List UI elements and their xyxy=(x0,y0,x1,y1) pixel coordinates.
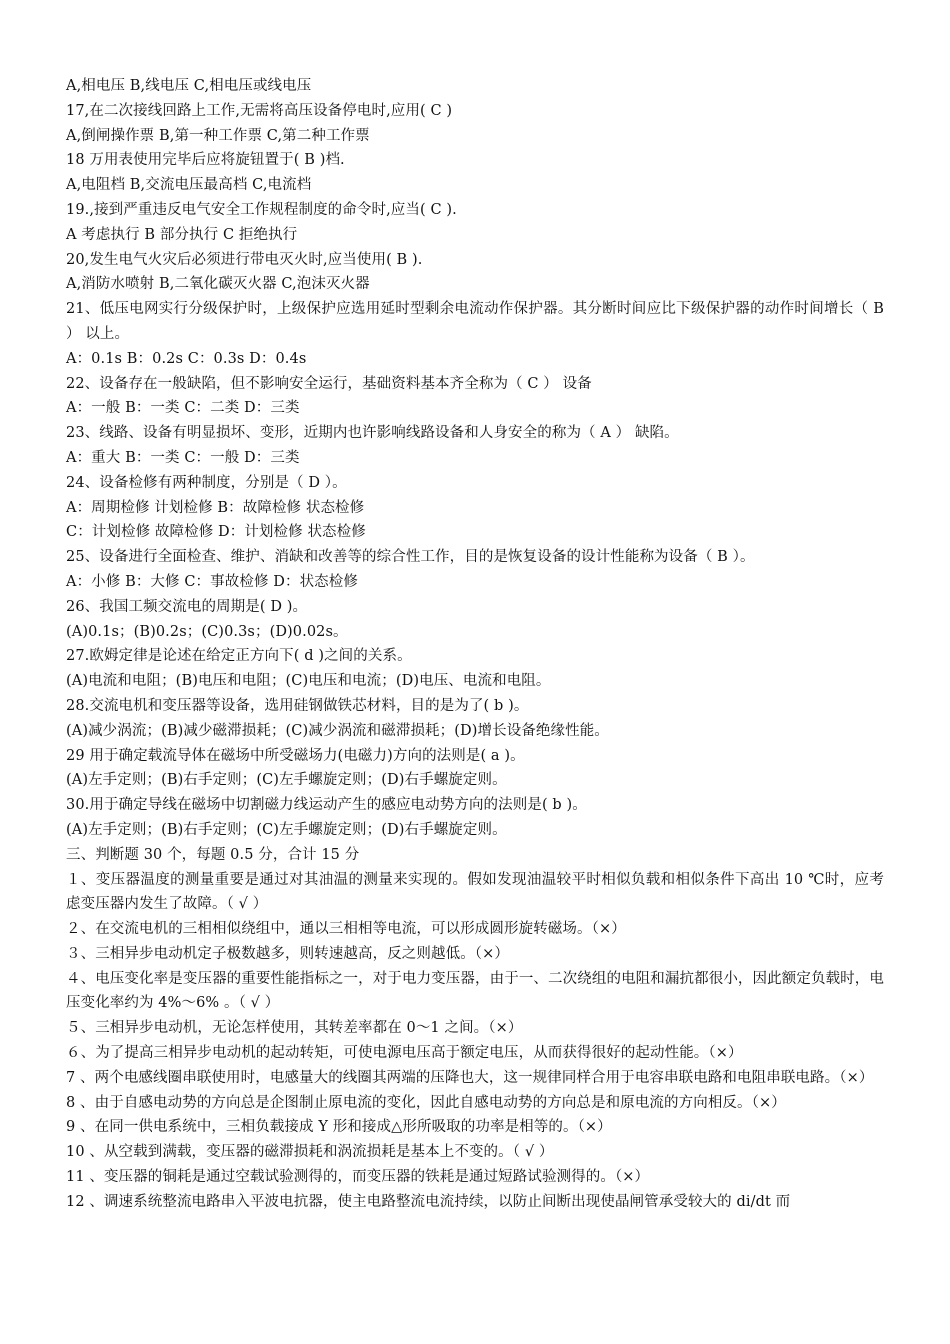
question-18: 18 万用表使用完毕后应将旋钮置于( B )档. xyxy=(66,152,345,169)
judgment-9: 9 、在同一供电系统中，三相负载接成 Y 形和接成△形所吸取的功率是相等的。（×） xyxy=(66,1119,612,1136)
options-28: (A)减少涡流；(B)减少磁滞损耗；(C)减少涡流和磁滞损耗；(D)增长设备绝缘性能。 xyxy=(66,722,609,739)
judgment-7: 7 、两个电感线圈串联使用时，电感量大的线圈其两端的压降也大，这一规律同样合用于电容串联电路和电阻串联电路。（×） xyxy=(66,1069,874,1086)
options-19: A 考虑执行 B 部分执行 C 拒绝执行 xyxy=(66,226,298,243)
question-29: 29 用于确定载流导体在磁场中所受磁场力(电磁力)方向的法则是( a )。 xyxy=(66,747,525,764)
question-30: 30.用于确定导线在磁场中切割磁力线运动产生的感应电动势方向的法则是( b )。 xyxy=(66,797,587,814)
judgment-6: ６、为了提高三相异步电动机的起动转矩，可使电源电压高于额定电压，从而获得很好的起动性能。（×） xyxy=(66,1045,743,1062)
question-24: 24、设备检修有两种制度，分别是（ D ）。 xyxy=(66,474,347,491)
options-29: (A)左手定则；(B)右手定则；(C)左手螺旋定则；(D)右手螺旋定则。 xyxy=(66,772,507,789)
judgment-2: ２、在交流电机的三相相似绕组中，通以三相相等电流，可以形成圆形旋转磁场。（×） xyxy=(66,921,626,938)
judgment-3: ３、三相异步电动机定子极数越多，则转速越高，反之则越低。（×） xyxy=(66,945,509,962)
options-18: A,电阻档 B,交流电压最高档 C,电流档 xyxy=(66,177,312,194)
judgment-12: 12 、调速系统整流电路串入平波电抗器，使主电路整流电流持续，以防止间断出现使晶闸管承受较大的 di/dt 而 xyxy=(66,1193,791,1210)
text-line: A,相电压 B,线电压 C,相电压或线电压 xyxy=(66,78,312,94)
judgment-10: 10 、从空载到满载，变压器的磁滞损耗和涡流损耗是基本上不变的。（ √ ） xyxy=(66,1144,554,1161)
question-26: 26、我国工频交流电的周期是( D )。 xyxy=(66,598,308,615)
question-28: 28.交流电机和变压器等设备，选用硅钢做铁芯材料，目的是为了( b )。 xyxy=(66,697,529,714)
options-23: A：重大 B：一类 C：一般 D：三类 xyxy=(66,449,300,466)
question-27: 27.欧姆定律是论述在给定正方向下( d )之间的关系。 xyxy=(66,648,412,665)
question-21: 21、低压电网实行分级保护时，上级保护应选用延时型剩余电流动作保护器。其分断时间应比下级保护器的动作时间增长（ B ） 以上。 xyxy=(66,301,884,342)
question-25: 25、设备进行全面检查、维护、消缺和改善等的综合性工作，目的是恢复设备的设计性能称为设备（ B ）。 xyxy=(66,549,755,566)
judgment-11: 11 、变压器的铜耗是通过空载试验测得的，而变压器的铁耗是通过短路试验测得的。（×） xyxy=(66,1169,650,1186)
section-heading: 三、判断题 30 个，每题 0.5 分，合计 15 分 xyxy=(66,846,360,863)
question-22: 22、设备存在一般缺陷，但不影响安全运行，基础资料基本齐全称为（ C ） 设备 xyxy=(66,375,592,392)
judgment-1: １、变压器温度的测量重要是通过对其油温的测量来实现的。假如发现油温较平时相似负载和相似条件下高出 10 ℃时，应考虑变压器内发生了故障。（ √ ） xyxy=(66,871,884,913)
judgment-5: ５、三相异步电动机，无论怎样使用，其转差率都在 0～1 之间。（×） xyxy=(66,1020,523,1037)
options-30: (A)左手定则；(B)右手定则；(C)左手螺旋定则；(D)右手螺旋定则。 xyxy=(66,821,507,838)
options-22: A：一般 B：一类 C：二类 D：三类 xyxy=(66,400,300,417)
judgment-4: ４、电压变化率是变压器的重要性能指标之一，对于电力变压器，由于一、二次绕组的电阻和漏抗都很小，因此额定负载时，电压变化率约为 4%～6% 。（ √ ） xyxy=(66,970,884,1012)
options-26: (A)0.1s；(B)0.2s；(C)0.3s；(D)0.02s。 xyxy=(66,623,348,640)
options-24-ab: A：周期检修 计划检修 B：故障检修 状态检修 xyxy=(66,499,365,516)
question-19: 19.,接到严重违反电气安全工作规程制度的命令时,应当( C ). xyxy=(66,201,457,218)
question-17: 17,在二次接线回路上工作,无需将高压设备停电时,应用( C ) xyxy=(66,102,453,119)
question-20: 20,发生电气火灾后必须进行带电灭火时,应当使用( B ). xyxy=(66,251,423,268)
judgment-8: 8 、由于自感电动势的方向总是企图制止原电流的变化，因此自感电动势的方向总是和原电流的方向相反。（×） xyxy=(66,1094,786,1111)
options-25: A：小修 B：大修 C：事故检修 D：状态检修 xyxy=(66,573,358,590)
options-20: A,消防水喷射 B,二氧化碳灭火器 C,泡沫灭火器 xyxy=(66,276,370,293)
options-21: A：0.1s B：0.2s C：0.3s D：0.4s xyxy=(66,350,307,367)
options-17: A,倒闸操作票 B,第一种工作票 C,第二种工作票 xyxy=(66,127,370,144)
options-24-cd: C：计划检修 故障检修 D：计划检修 状态检修 xyxy=(66,524,366,541)
options-27: (A)电流和电阻；(B)电压和电阻；(C)电压和电流；(D)电压、电流和电阻。 xyxy=(66,673,551,690)
question-23: 23、线路、设备有明显损坏、变形，近期内也许影响线路设备和人身安全的称为（ A ） 缺陷。 xyxy=(66,425,679,442)
